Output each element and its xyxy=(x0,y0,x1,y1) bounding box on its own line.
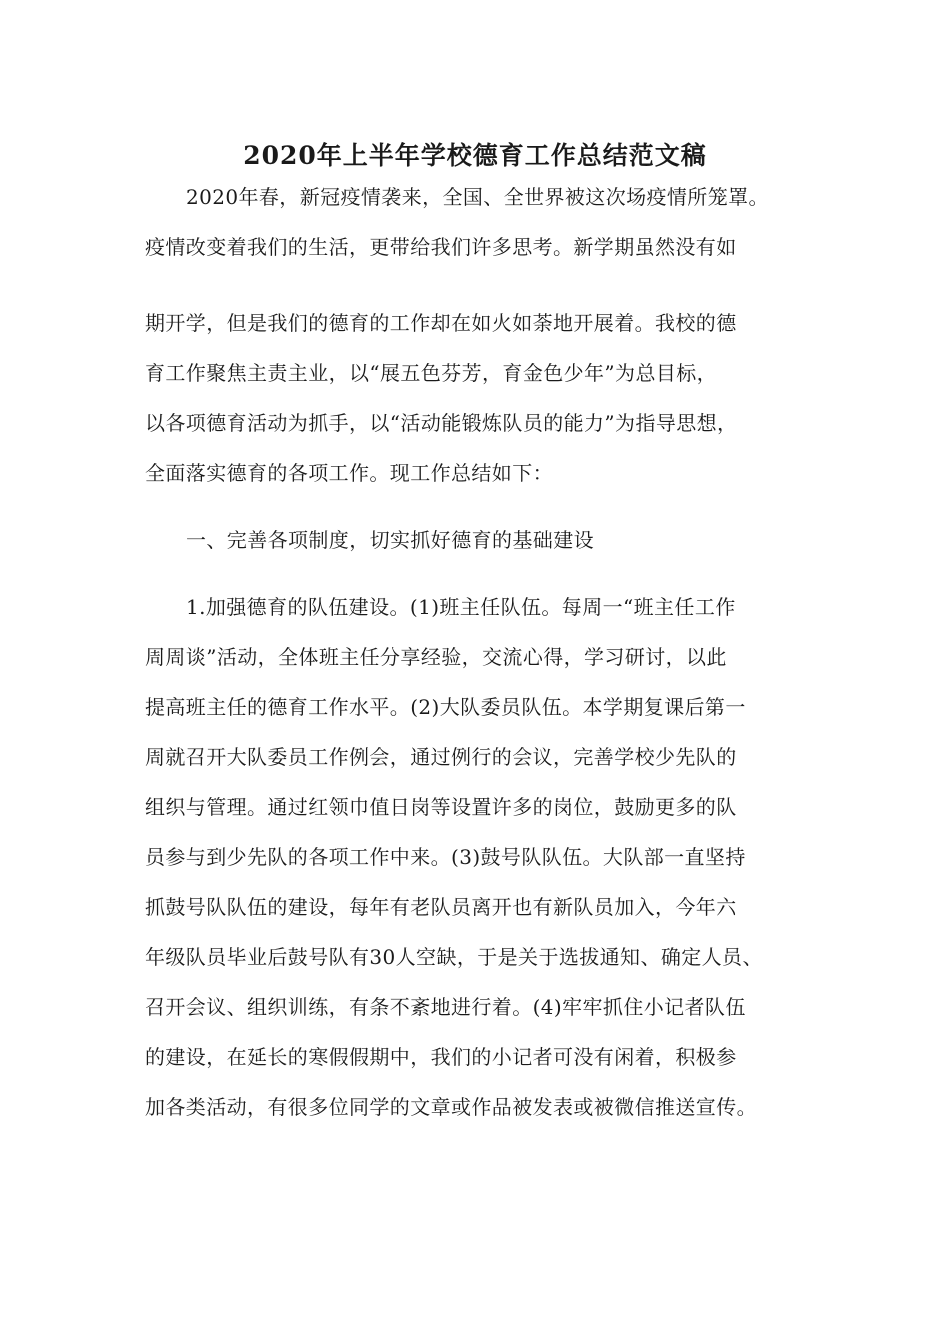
paragraph-line: 周就召开大队委员工作例会，通过例行的会议，完善学校少先队的 xyxy=(145,745,737,769)
paragraph-line: 期开学，但是我们的德育的工作却在如火如荼地开展着。我校的德 xyxy=(145,311,737,335)
paragraph-line: 加各类活动，有很多位同学的文章或作品被发表或被微信推送宣传。 xyxy=(145,1095,757,1119)
paragraph-line: 疫情改变着我们的生活，更带给我们许多思考。新学期虽然没有如 xyxy=(145,235,737,259)
paragraph-line: 周周谈”活动，全体班主任分享经验，交流心得，学习研讨，以此 xyxy=(145,645,727,669)
section-heading: 一、完善各项制度，切实抓好德育的基础建设 xyxy=(186,528,594,552)
paragraph-line: 年级队员毕业后鼓号队有30人空缺，于是关于选拔通知、确定人员、 xyxy=(145,945,763,969)
paragraph-line: 以各项德育活动为抓手，以“活动能锻炼队员的能力”为指导思想， xyxy=(145,411,738,435)
paragraph-line: 员参与到少先队的各项工作中来。(3)鼓号队队伍。大队部一直坚持 xyxy=(145,845,746,869)
paragraph-line: 抓鼓号队队伍的建设，每年有老队员离开也有新队员加入，今年六 xyxy=(145,895,737,919)
paragraph-line: 召开会议、组织训练，有条不紊地进行着。(4)牢牢抓住小记者队伍 xyxy=(145,995,746,1019)
paragraph-line: 的建设，在延长的寒假假期中，我们的小记者可没有闲着，积极参 xyxy=(145,1045,737,1069)
paragraph-line: 1.加强德育的队伍建设。(1)班主任队伍。每周一“班主任工作 xyxy=(186,595,736,619)
paragraph-line: 2020年春，新冠疫情袭来，全国、全世界被这次场疫情所笼罩。 xyxy=(186,185,769,209)
paragraph-line: 育工作聚焦主责主业，以“展五色芬芳，育金色少年”为总目标， xyxy=(145,361,718,385)
paragraph-line: 组织与管理。通过红领巾值日岗等设置许多的岗位，鼓励更多的队 xyxy=(145,795,737,819)
paragraph-line: 全面落实德育的各项工作。现工作总结如下： xyxy=(145,461,553,485)
paragraph-line: 提高班主任的德育工作水平。(2)大队委员队伍。本学期复课后第一 xyxy=(145,695,746,719)
document-title: 2020年上半年学校德育工作总结范文稿 xyxy=(243,141,707,170)
